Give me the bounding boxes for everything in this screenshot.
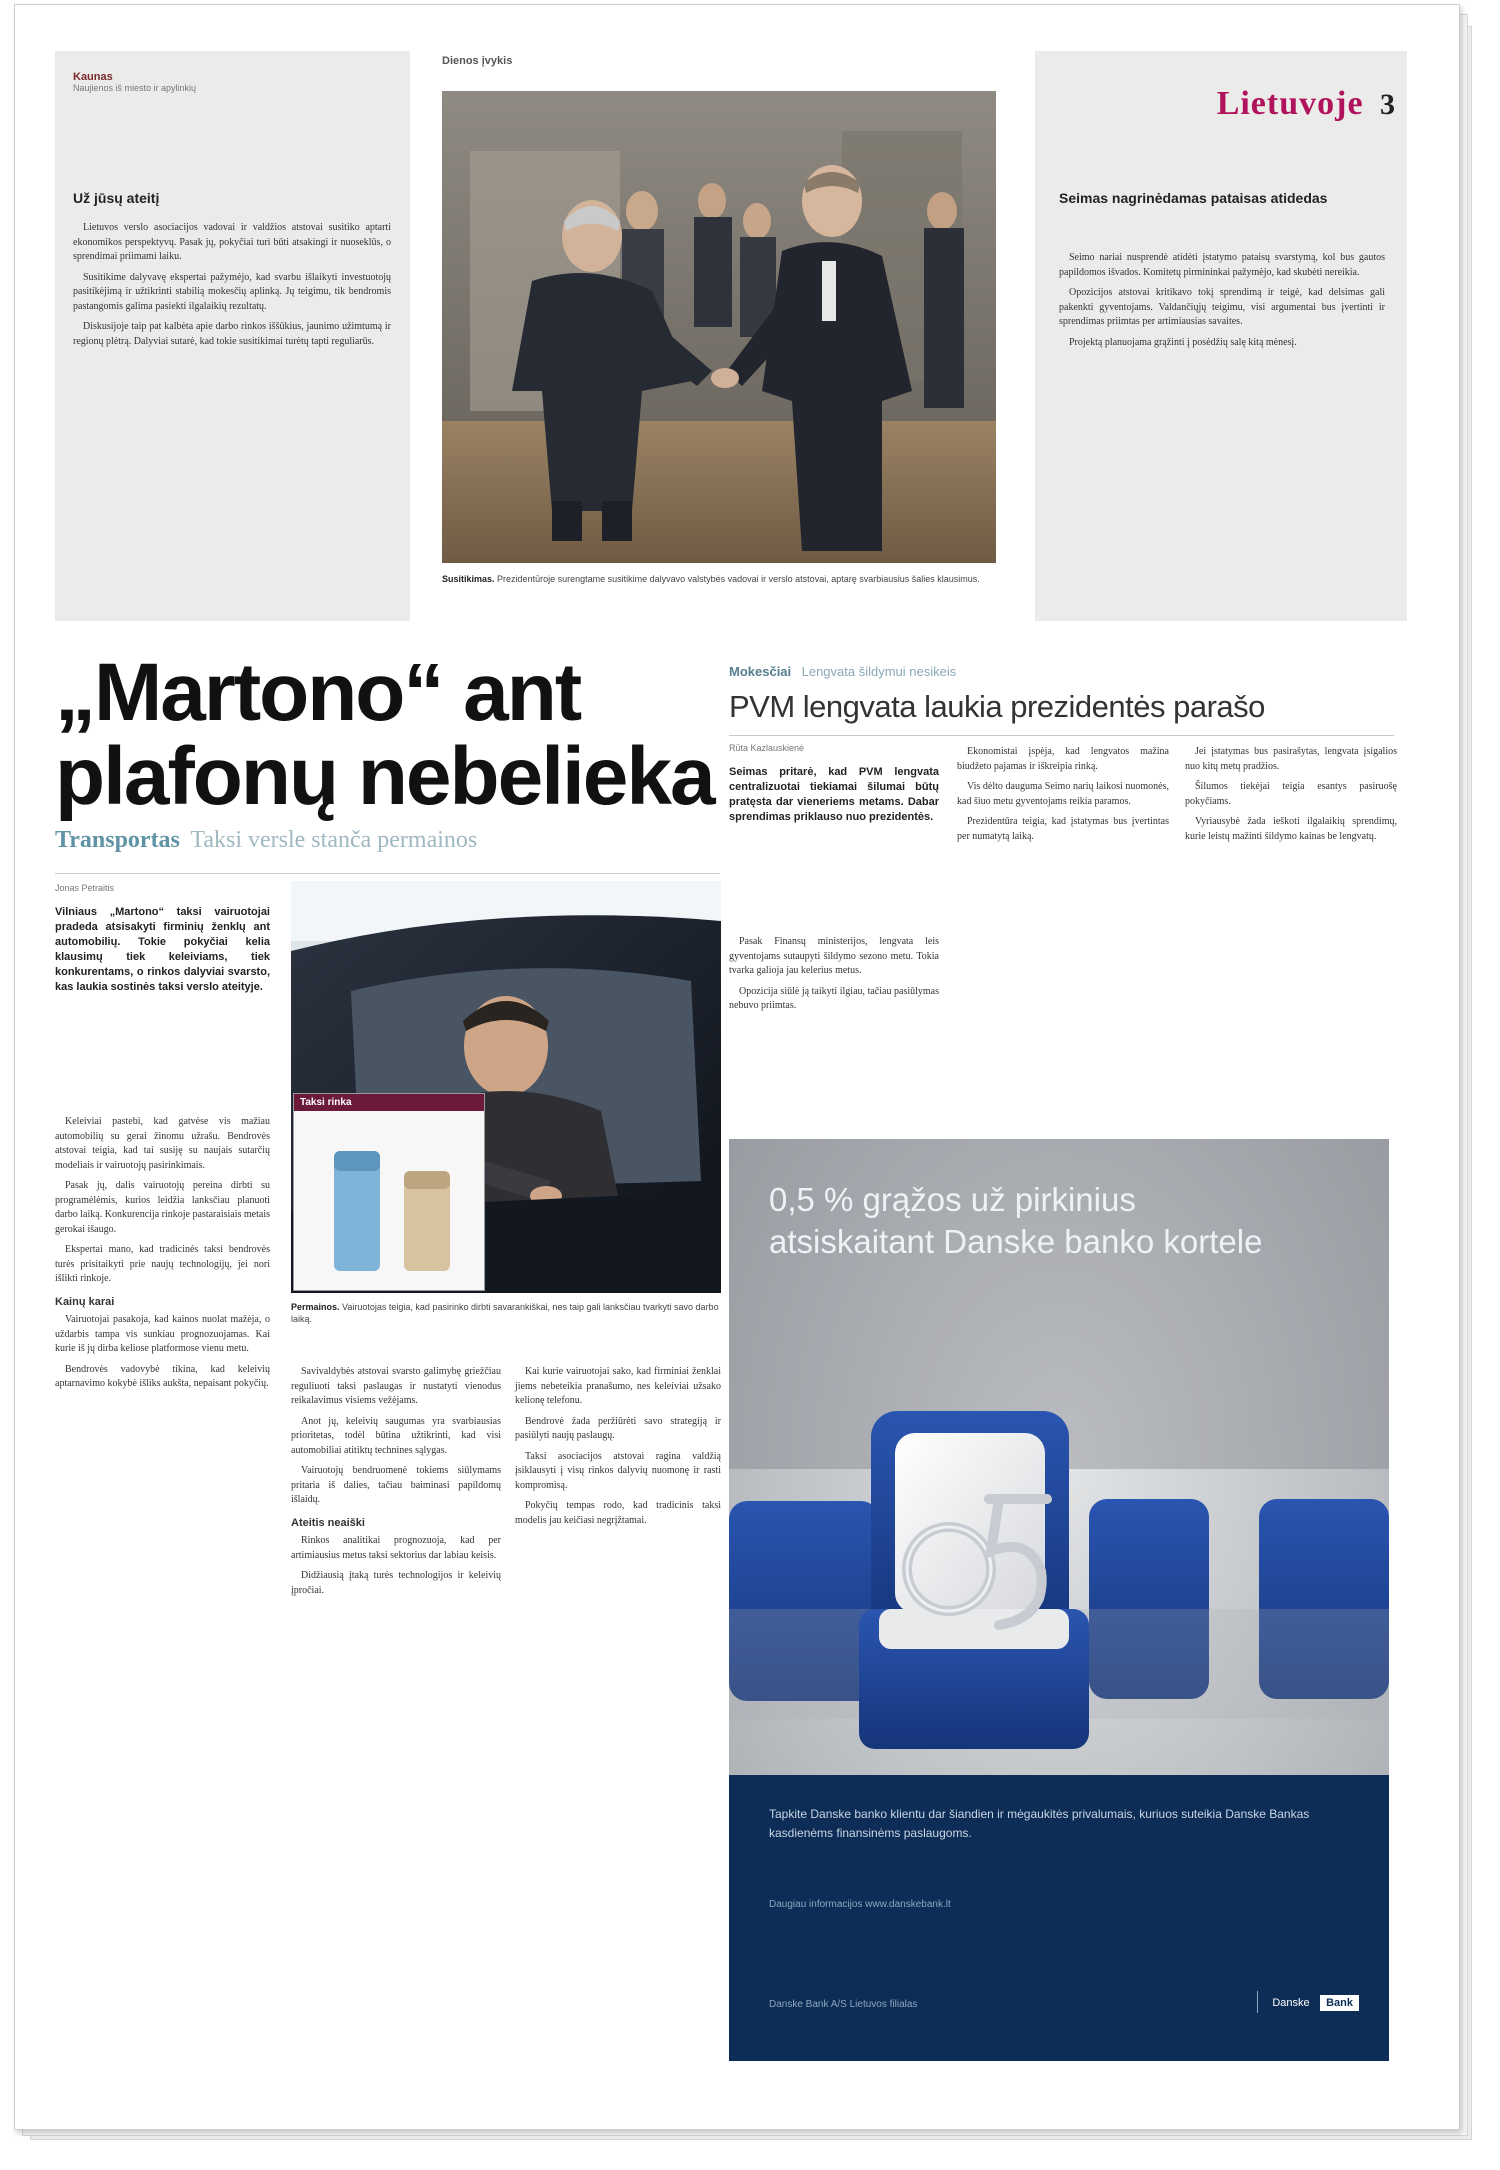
paragraph: Savivaldybės atstovai svarsto galimybę griežčiau reguliuoti taksi paslaugas ir nustatyti vienodus reikalavimus visiems vežėjams.: [291, 1366, 501, 1406]
pvm-kicker-sub: Lengvata šildymui nesikeis: [801, 664, 957, 679]
rule: [729, 735, 1394, 736]
ad-small-print[interactable]: Daugiau informacijos www.danskebank.lt: [769, 1899, 951, 1910]
top-left-kicker: Kaunas: [73, 71, 113, 83]
top-left-box: [55, 51, 410, 621]
top-right-headline: Seimas nagrinėdamas pataisas atidedas: [1059, 190, 1328, 206]
paragraph: Ekonomistai įspėja, kad lengvatos mažina biudžeto pajamas ir iškreipia rinką.: [957, 746, 1169, 772]
infographic-title: Taksi rinka: [294, 1094, 484, 1111]
top-center-story: [442, 55, 1002, 67]
paragraph: Susitikime dalyvavę ekspertai pažymėjo, kad svarbu išlaikyti investuotojų pasitikėjimą ir užtikrinti stabilią mokesčių aplinką. Jų teigimu, tik bendromis pastangomis galima pasiekti ilgalaikių rezultatų.: [73, 271, 391, 312]
paragraph: Lietuvos verslo asociacijos vadovai ir valdžios atstovai susitiko aptarti ekonomikos perspektyvų. Pasak jų, pokyčiai turi būti atsakingi ir nuoseklūs, o sprendimai priimami laiku.: [73, 222, 391, 262]
taxi-caption: [291, 1301, 721, 1325]
infographic: [293, 1093, 485, 1291]
paragraph: Vairuotojų bendruomenė tokiems siūlymams pritaria iš dalies, tačiau baiminasi papildomų išlaidų.: [291, 1465, 501, 1505]
rule: [55, 873, 720, 874]
logo-divider: [1257, 1991, 1258, 2013]
paragraph: Šilumos tiekėjai teigia esantys pasiruošę pokyčiams.: [1185, 781, 1397, 807]
caption-text: Prezidentūroje surengtame susitikime dalyvavo valstybės vadovai ir verslo atstovai, aptarę svarbiausius šalies klausimus.: [497, 574, 980, 584]
paragraph: Pokyčių tempas rodo, kad tradicinis taksi modelis jau keičiasi negrįžtamai.: [515, 1500, 721, 1526]
pvm-kicker-line: [729, 663, 1409, 681]
top-right-box: [1035, 51, 1407, 621]
pvm-col3: [1185, 745, 1397, 850]
paragraph: Ekspertai mano, kad tradicinės taksi bendrovės turės prisitaikyti prie naujų technologijų, jei nori išlikti rinkoje.: [55, 1244, 270, 1284]
pvm-lead: Seimas pritarė, kad PVM lengvata centralizuotai tiekiamai šilumai būtų pratęsta dar vieneriems metams. Dabar sprendimas priklauso nuo prezidentės.: [729, 766, 939, 823]
paragraph: Opozicija siūlė ją taikyti ilgiau, tačiau pasiūlymas nebuvo priimtas.: [729, 985, 939, 1011]
paragraph: Prezidentūra teigia, kad įstatymas bus įvertintas per numatytą laiką.: [957, 816, 1169, 842]
paragraph: Seimo nariai nusprendė atidėti įstatymo pataisų svarstymą, kol bus gautos papildomos išvados. Komitetų pirmininkai pažymėjo, kad skubėti nereikia.: [1059, 252, 1385, 278]
paragraph: Didžiausią įtaką turės technologijos ir keleivių įpročiai.: [291, 1570, 501, 1596]
ad-footer: Danske Bank A/S Lietuvos filialas: [769, 1999, 918, 2010]
ad-title: [769, 1179, 1369, 1263]
paragraph: Bendrovės vadovybė tikina, kad keleivių aptarnavimo kokybė išliks aukšta, nepaisant pokyčių.: [55, 1363, 270, 1389]
paragraph: Vis dėlto dauguma Seimo narių laikosi nuomonės, kad šiuo metu gyventojams reikia paramos.: [957, 781, 1169, 807]
paragraph: Rinkos analitikai prognozuoja, kad per artimiausius metus taksi sektorius dar labiau keisis.: [291, 1535, 501, 1561]
caption-text: Vairuotojas teigia, kad pasirinko dirbti savarankiškai, nes taip gali lanksčiau tvarkyti savo darbo laiką.: [291, 1302, 719, 1324]
page-number: 3: [1380, 88, 1395, 121]
pvm-col2: [957, 745, 1169, 850]
main-byline: Jonas Petraitis: [55, 883, 115, 893]
paragraph: Keleiviai pastebi, kad gatvėse vis mažiau automobilių su gerai žinomu užrašu. Bendrovės atstovai teigia, kad tai susiję su naujais sutarčių modeliais ir vairuotojų pasirinkimais.: [55, 1116, 270, 1171]
paragraph: Vyriausybė žada ieškoti ilgalaikių sprendimų, kurie leistų mažinti šildymo kainas be lengvatų.: [1185, 816, 1397, 842]
paragraph: Pasak Finansų ministerijos, lengvata leis gyventojams sutaupyti šildymo sezono metu. Tokia tvarka galioja jau kelerius metus.: [729, 936, 939, 976]
paragraph: Pasak jų, dalis vairuotojų pereina dirbti su programėlėmis, kurios leidžia lanksčiau planuoti darbo laiką. Konkurencija rinkoje pastaraisiais metais gerokai išaugo.: [55, 1180, 270, 1235]
subhead: Kainų karai: [55, 1295, 115, 1308]
pvm-byline: Rūta Kazlauskienė: [729, 743, 805, 753]
paragraph: Anot jų, keleivių saugumas yra svarbiausias prioritetas, todėl būtina užtikrinti, kad visi automobiliai atitiktų technines sąlygas.: [291, 1415, 501, 1456]
rubric-sub: Taksi versle stanča permainos: [190, 827, 478, 853]
top-left-headline: Už jūsų ateitį: [73, 190, 160, 206]
danske-bank-ad[interactable]: [729, 1139, 1389, 2061]
main-col1: [55, 1115, 270, 1398]
rubric: Transportas: [55, 827, 180, 853]
ad-title-line2: atsiskaitant Danske banko kortele: [769, 1223, 1263, 1260]
main-lead: Vilniaus „Martono“ taksi vairuotojai pradeda atsisakyti firminių ženklų ant automobilių. Tokie pokyčiai kelia klausimų tiek keleiviams, tiek konkurentams, o rinkos dalyviai svarsto, kas laukia sostinės taksi verslo ateityje.: [55, 906, 270, 993]
paragraph: Vairuotojai pasakoja, kad kainos nuolat mažėja, o uždarbis tampa vis sunkiau prognozuojamas. Kai kurie iš jų dirba keliose platformose vienu metu.: [55, 1314, 270, 1354]
pvm-kicker: Mokesčiai: [729, 664, 792, 679]
main-col2: [291, 1365, 501, 1604]
pvm-col1: [729, 935, 939, 1020]
main-rubric: [55, 827, 735, 854]
handshake-photo: [442, 91, 996, 563]
caption-lead: Permainos.: [291, 1302, 340, 1312]
main-headline: [55, 647, 735, 822]
paragraph: Projektą planuojama grąžinti į posėdžių salę kitą mėnesį.: [1069, 336, 1297, 348]
ad-title-line1: 0,5 % grąžos už pirkinius: [769, 1181, 1136, 1218]
top-right-body: [1059, 251, 1385, 356]
caption-lead: Susitikimas.: [442, 574, 495, 584]
subhead: Ateitis neaiški: [291, 1516, 365, 1529]
section-name: Lietuvoje: [1216, 85, 1364, 122]
paragraph: Opozicijos atstovai kritikavo tokį sprendimą ir teigė, kad delsimas gali pakenkti gyventojams. Valdančiųjų teigimu, visi argumentai bus įvertinti ir sprendimas priimtas per artimiausias savaites.: [1059, 287, 1385, 327]
section-header: [1165, 85, 1395, 123]
ad-copy: Tapkite Danske banko klientu dar šiandien ir mėgaukitės privalumais, kuriuos suteikia Danske Bankas kasdienėms finansinėms paslaugoms.: [769, 1807, 1310, 1840]
main-col3: [515, 1365, 721, 1534]
logo-text: Danske: [1272, 1997, 1310, 2010]
top-center-kicker: Dienos įvykis: [442, 55, 513, 67]
pvm-headline: PVM lengvata laukia prezidentės parašo: [729, 689, 1265, 724]
logo-box: Bank: [1320, 1995, 1359, 2011]
newspaper-page: [14, 4, 1460, 2130]
danske-logo: [1159, 1991, 1359, 2013]
top-left-body: [73, 221, 391, 355]
top-center-caption: [442, 573, 996, 585]
paragraph: Taksi asociacijos atstovai ragina valdžią įsiklausyti į visų rinkos dalyvių nuomonę ir rasti kompromisą.: [515, 1450, 721, 1491]
paragraph: Jei įstatymas bus pasirašytas, lengvata įsigalios nuo kitų metų pradžios.: [1185, 746, 1397, 772]
paragraph: Diskusijoje taip pat kalbėta apie darbo rinkos iššūkius, jaunimo užimtumą ir regionų plėtrą. Dalyviai sutarė, kad tokie susitikimai turėtų tapti reguliarūs.: [73, 321, 391, 347]
paragraph: Bendrovė žada peržiūrėti savo strategiją ir pasiūlyti naujų paslaugų.: [515, 1415, 721, 1441]
paragraph: Kai kurie vairuotojai sako, kad firminiai ženklai jiems nebeteikia pranašumo, nes keleiviai užsako kelionę telefonu.: [515, 1366, 721, 1406]
main-headline-line2: plafonų nebelieka: [55, 731, 714, 822]
main-headline-line1: „Martono“ ant: [55, 647, 581, 738]
taxi-photo: [291, 881, 721, 1293]
top-left-meta: Naujienos iš miesto ir apylinkių: [73, 83, 197, 93]
